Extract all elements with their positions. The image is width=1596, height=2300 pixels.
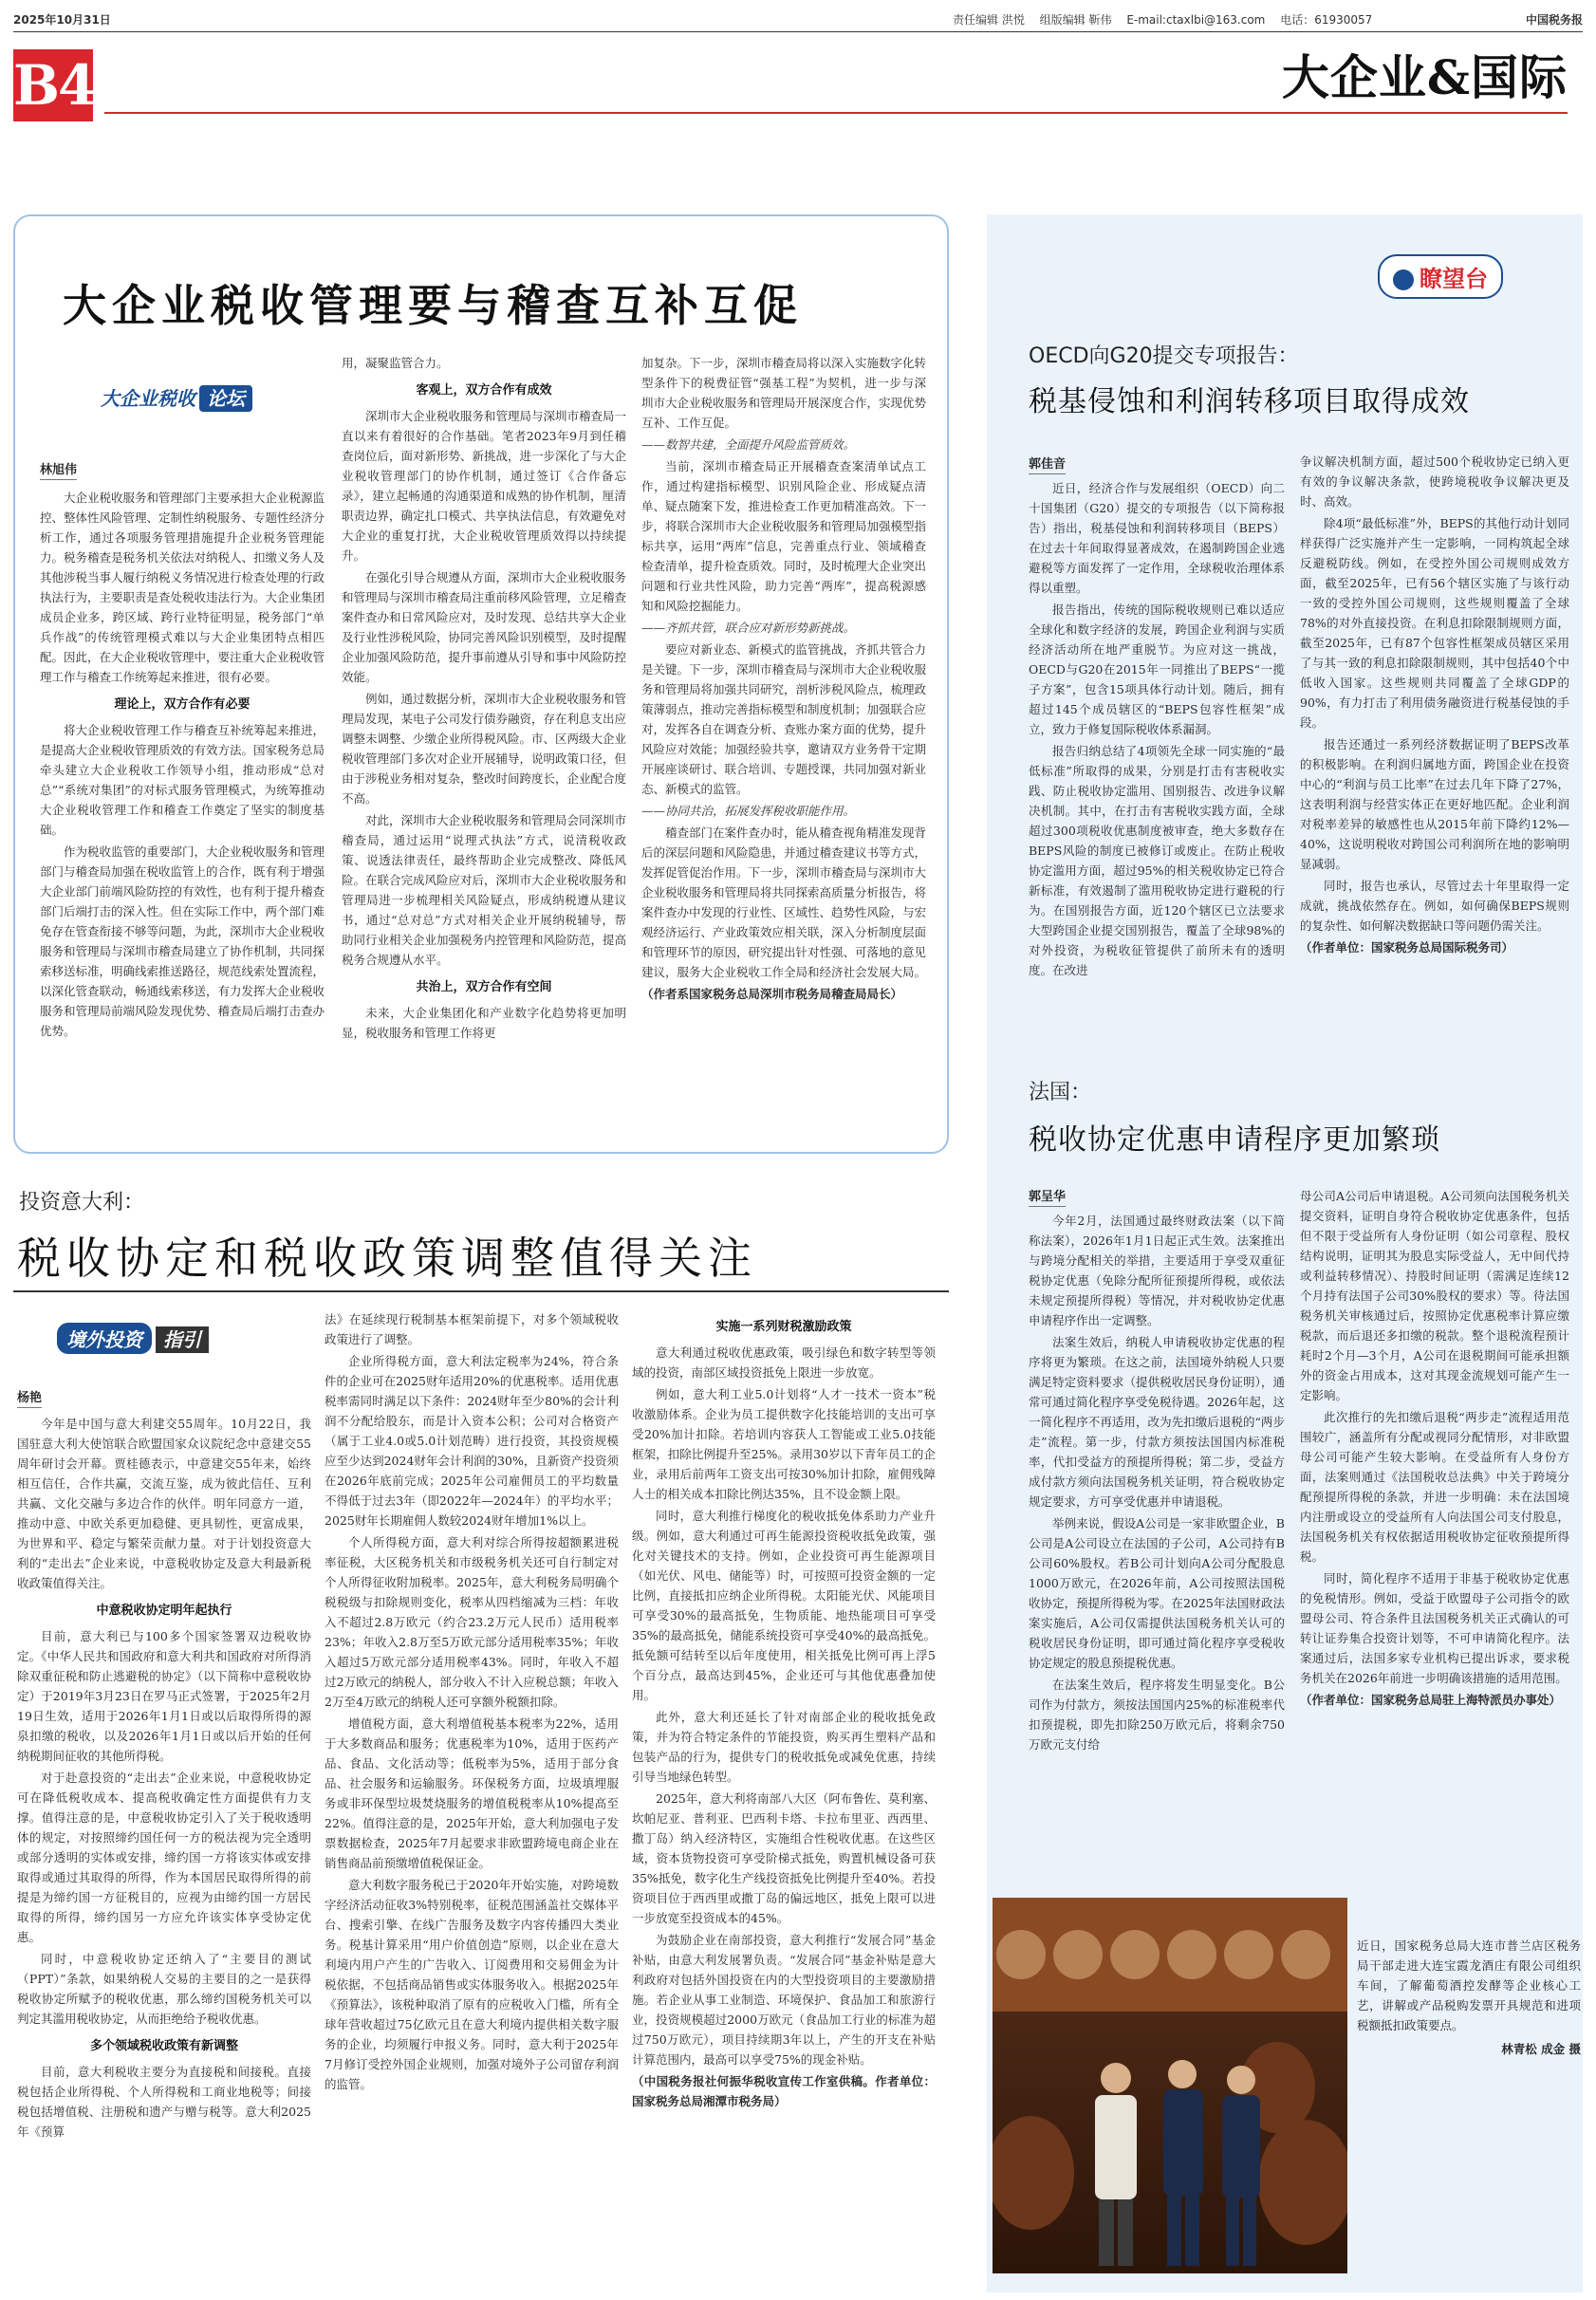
paragraph: 将大企业税收管理工作与稽查互补统筹起来推进，是提高大企业税收管理质效的有效方法。国家税务总局牵头建立大企业税收工作领导小组，推动形成“总对总”“系统对集团”的对标式服务管理模式，为统筹推动大企业税收管理工作和稽查工作奠定了坚实的制度基础。	[40, 723, 325, 837]
author-affiliation: （作者单位：国家税务总局驻上海特派员办事处）	[1300, 1693, 1562, 1707]
paragraph: 作为税收监管的重要部门，大企业税收服务和管理部门与稽查局加强在税收监管上的合作，既有利于增强大企业部门前端风险防控的有效性，也有利于提升稽查部门后端打击的深入性。但在实际工作中，两个部门难免存在管查衔接不够等问题，为此，深圳市大企业税收服务和管理局与深圳市稽查局建立了协作机制，共同探索移送标准，明确线索推送路径，规范线索处置流程，以深化管查联动，畅通线索移送，有力发挥大企业税收服务和管理局前端风险发现优势、稽查局后端打击查办优势。	[40, 844, 325, 1038]
paragraph: 目前，意大利已与100多个国家签署双边税收协定。《中华人民共和国政府和意大利共和国政府对所得消除双重征税和防止逃避税的协定》（以下简称中意税收协定）于2019年3月23日在罗马正式签署，于2025年2月19日生效，适用于2026年1月1日或以后取得所得的源泉扣缴的税收，以及2026年1月1日或以后开始的任何纳税期间征收的其他所得税。	[17, 1629, 311, 1763]
france-title: 税收协定优惠申请程序更加繁琐	[1029, 1123, 1440, 1157]
author-affiliation: （作者单位：国家税务总局国际税务司）	[1300, 940, 1514, 955]
author-affiliation: （中国税务报社何振华税收宣传工作室供稿。作者单位：国家税务总局湘潭市税务局）	[632, 2074, 936, 2108]
paragraph: 此次推行的先扣缴后退税“两步走”流程适用范围较广，涵盖所有分配或视同分配情形，对非欧盟母公司可能产生较大影响。在受益所有人身份方面，法案则通过《法国税收总法典》中关于跨境分配预提所得税的条款，并进一步明确：未在法国境内注册或设立的受益所有人向法国公司支付股息，法国税务机关有权依据适用税收协定征收预提所得税。	[1300, 1410, 1569, 1564]
paragraph: 用，凝聚监管合力。	[342, 356, 449, 370]
paragraph: 意大利通过税收优惠政策，吸引绿色和数字转型等领域的投资，南部区域投资抵免上限进一步放宽。	[632, 1345, 936, 1380]
article-title: 大企业税收管理要与稽查互补互促	[63, 280, 803, 331]
column-badge-text: 大企业税收	[101, 387, 195, 410]
title-divider	[13, 1290, 949, 1292]
paragraph: 增值税方面，意大利增值税基本税率为22%，适用于大多数商品和服务；优惠税率为10%，适用于医药产品、食品、文化活动等；低税率为5%，适用于部分食品、社会服务和运输服务。环保税务方面，垃圾填埋服务或非环保型垃圾焚烧服务的增值税税率从10%提高至22%。值得注意的是，2025年开始，意大利加强电子发票数据检查，2025年7月起要求非欧盟跨境电商企业在销售商品前预缴增值税保证金。	[325, 1716, 619, 1870]
column-logo	[1378, 254, 1503, 299]
paragraph: 当前，深圳市稽查局正开展稽查查案清单试点工作，通过构建指标模型、识别风险企业、形成疑点清单、疑点随案下发，推进检查工作更加精准高效。下一步，将联合深圳市大企业税收服务和管理局加强模型指标共享，运用“两库”信息，完善重点行业、领域稽查检查清单，提升检查质效。同时，及时梳理大企业突出问题和行业共性风险，助力完善“两库”，提高税源感知和风险挖掘能力。	[641, 459, 926, 613]
oecd-column-2	[1300, 452, 1569, 1021]
italy-column-1	[17, 1414, 311, 2287]
italy-kicker: 投资意大利：	[19, 1191, 145, 1215]
oecd-author: 郭佳音	[1029, 454, 1066, 474]
subheading: 客观上，双方合作有成效	[416, 383, 552, 398]
photo-credit: 林青松 成金 摄	[1501, 2042, 1581, 2056]
news-photo-winery	[993, 1898, 1347, 2273]
paragraph: 要应对新业态、新模式的监管挑战，齐抓共管合力是关键。下一步，深圳市稽查局与深圳市大企业税收服务和管理局将加强共同研究，剖析涉税风险点，梳理政策薄弱点，推动完善指标模型和制度机制；加强联合应对，发挥各自在调查分析、查账办案方面的优势，提升风险应对效能；加强经验共享，邀请双方业务骨干定期开展座谈研讨、联合培训、专题授课，共同加强对新业态、新模式的监管。	[641, 642, 926, 796]
paragraph: 对于赴意投资的“走出去”企业来说，中意税收协定可在降低税收成本、提高税收确定性方面提供有力支撑。值得注意的是，中意税收协定引入了关于税收透明体的规定，对按照缔约国任何一方的税法视为完全透明或部分透明的实体或安排，缔约国一方将该实体或安排取得或通过其取得的所得，作为本国居民取得所得的前提是为缔约国一方征税目的，应视为由缔约国一方居民取得的所得，缔约国另一方应允许该实体享受协定优惠。	[17, 1771, 311, 1944]
paragraph: 意大利数字服务税已于2020年开始实施，对跨境数字经济活动征收3%特别税率，征税范围涵盖社交媒体平台、搜索引擎、在线广告服务及数字内容传播四大类业务。税基计算采用“用户价值创造”原则，以企业在意大利境内用户产生的广告收入、订阅费用和交易佣金为计税依据，不包括商品销售或实体服务收入。根据2025年《预算法》，该税种取消了原有的应税收入门槛，所有全球年营收超过75亿欧元且在意大利境内提供相关数字服务的企业，均须履行申报义务。同时，意大利于2025年7月修订受控外国企业规则，加强对境外子公司留存利润的监管。	[325, 1878, 619, 2091]
paragraph: 报告指出，传统的国际税收规则已难以适应全球化和数字经济的发展，跨国企业利润与实质经济活动所在地严重脱节。为应对这一挑战，OECD与G20在2015年一同推出了BEPS“一揽子方案”，包含15项具体行动计划。随后，拥有超过145个成员辖区的“BEPS包容性框架”成立，致力于修复国际税收体系漏洞。	[1029, 603, 1285, 736]
page-header-bar	[13, 8, 1583, 32]
france-column-2	[1300, 1186, 1569, 1865]
globe-icon	[1393, 269, 1414, 290]
subtitle-line: ——齐抓共管，联合应对新形势新挑战。	[641, 621, 856, 635]
column-logo-text: 瞭望台	[1420, 266, 1488, 292]
article-column-1	[40, 488, 325, 1142]
column-badge-highlight: 论坛	[199, 385, 252, 412]
article-box-tax-management	[13, 214, 949, 1154]
paragraph: 同时，中意税收协定还纳入了“主要目的测试（PPT）”条款，如果纳税人交易的主要目的之一是获得税收协定所赋予的税收优惠，那么缔约国税务机关可以判定其滥用税收协定，从而拒绝给予税收优惠。	[17, 1952, 311, 2026]
paragraph: 对此，深圳市大企业税收服务和管理局会同深圳市稽查局，通过运用“说理式执法”方式，说清税收政策、说透法律责任，最终帮助企业完成整改、降低风险。在联合完成风险应对后，深圳市大企业税收服务和管理局进一步梳理相关风险疑点，形成纳税遵从建议书，通过“总对总”方式对相关企业开展纳税辅导，帮助同行业相关企业加强税务内控管理和风险防范，提高税务合规遵从水平。	[342, 813, 626, 967]
subheading: 理论上，双方合作有必要	[114, 697, 251, 712]
author-affiliation: （作者系国家税务总局深圳市税务局稽查局局长）	[641, 987, 903, 1001]
article-author: 林旭伟	[40, 459, 77, 480]
photo-caption-text: 近日，国家税务总局大连市普兰店区税务局干部走进大连宝霞龙酒庄有限公司组织车间，了解葡萄酒控发酵等企业核心工艺，讲解或产品税购发票开具规范和进项税额抵扣政策要点。	[1357, 1938, 1581, 2032]
paragraph: 报告归纳总结了4项领先全球一同实施的“最低标准”所取得的成果，分别是打击有害税收实践、防止税收协定滥用、国别报告、改进争议解决机制。其中，在打击有害税收实践方面，全球超过300项税收优惠制度被审查，绝大多数存在BEPS风险的制度已被修订或废止。在防止税收协定滥用方面，超过95%的相关税收协定已符合新标准，有效遏制了滥用税收协定进行避税的行为。在国别报告方面，近120个辖区已立法要求大型跨国企业提交国别报告，覆盖了全球98%的对外投资，为税收征管提供了前所未有的透明度。在改进	[1029, 744, 1285, 977]
paragraph: 加复杂。下一步，深圳市稽查局将以深入实施数字化转型条件下的税费征管“强基工程”为契机，进一步与深圳市大企业税收服务和管理局开展深度合作，实现优势互补、工作互促。	[641, 356, 926, 430]
column-badge-text: 境外投资	[57, 1323, 152, 1354]
contact-email: E-mail:ctaxlbi@163.com	[1126, 13, 1266, 27]
italy-column-2	[325, 1309, 619, 2287]
subheading: 实施一系列财税激励政策	[715, 1320, 852, 1334]
paragraph: 法案生效后，纳税人申请税收协定优惠的程序将更为繁琐。在这之前，法国境外纳税人只要满足特定资料要求（提供税收居民身份证明），通常可通过简化程序享受免税待遇。2026年起，这一简化程序不再适用，改为先扣缴后退税的“两步走”流程。第一步，付款方须按法国国内标准税率，代扣受益方的预提所得税；第二步，受益方成付款方须向法国税务机关证明，符合税收协定规定要求，方可享受优惠并申请退税。	[1029, 1335, 1285, 1509]
column-badge	[101, 383, 252, 411]
paragraph: 报告还通过一系列经济数据证明了BEPS改革的积极影响。在利润归属地方面，跨国企业在投资中心的“利润与员工比率”在过去几年下降了27%，这表明利润与经营实体正在更好地匹配。企业利润对税率差异的敏感性也从2015年前下降约12%—40%，这说明税收对跨国公司利润所在地的影响明显减弱。	[1300, 737, 1569, 871]
subheading: 多个领域税收政策有新调整	[89, 2039, 238, 2053]
article-column-2	[342, 353, 626, 1142]
issue-date: 2025年10月31日	[13, 13, 111, 27]
newspaper-name: 中国税务报	[1525, 13, 1583, 27]
editor-info	[953, 11, 1383, 28]
paragraph: 母公司A公司后申请退税。A公司须向法国税务机关提交资料，证明自身符合税收协定优惠条件，包括但不限于受益所有人身份证明（如公司章程、股权结构说明，证明其为股息实际受益人，无中间代持或利益转移情况）、持股时间证明（需满足连续12个月持有法国子公司30%股权的要求）等。待法国税务机关审核通过后，按照协定优惠税率计算应缴税款，而后退还多扣缴的税款。整个退税流程预计耗时2个月—3个月，A公司在退税期间可能承担额外的资金占用成本，这对其现金流规划可能产生一定影响。	[1300, 1189, 1569, 1402]
paragraph: 例如，通过数据分析，深圳市大企业税收服务和管理局发现，某电子公司发行债券融资，存在利息支出应调整未调整、少缴企业所得税风险。市、区两级大企业税收管理部门多次对企业开展辅导，说明政策口径，但由于涉税业务相对复杂，整改时间跨度长，企业配合度不高。	[342, 692, 626, 806]
italy-column-3	[632, 1309, 936, 2287]
paragraph: 稽查部门在案件查办时，能从稽查视角精准发现背后的深层问题和风险隐患，并通过稽查建议书等方式，发挥促管促治作用。下一步，深圳市稽查局与深圳市大企业税收服务和管理局将共同探索高质量分析报告，将案件查办中发现的行业性、区域性、趋势性风险，与宏观经济运行、产业政策效应相关联，深入分析制度层面和管理环节的原因，研究提出针对性强、可落地的意见建议，服务大企业税收工作全局和经济社会发展大局。	[641, 825, 926, 979]
subtitle-line: ——数智共建，全面提升风险监管质效。	[641, 437, 856, 452]
italy-author: 杨艳	[17, 1387, 42, 1408]
paragraph: 争议解决机制方面，超过500个税收协定已纳入更有效的争议解决条款，使跨境税收争议解决更及时、高效。	[1300, 454, 1569, 509]
subtitle-line: ——协同共治，拓展发挥税收职能作用。	[641, 804, 856, 818]
paragraph: 大企业税收服务和管理部门主要承担大企业税源监控、整体性风险管理、定制性纳税服务、专题性经济分析工作，通过各项服务管理措施提升企业税务管理能力。税务稽查是税务机关依法对纳税人、扣缴义务人及其他涉税当事人履行纳税义务情况进行检查处理的行政执法行为，主要职责是查处税收违法行为。大企业集团成员企业多，跨区域、跨行业特征明显，税务部门“单兵作战”的传统管理模式难以与大企业集团特点相匹配。因此，在大企业税收管理中，要注重大企业税收管理工作与稽查工作统筹起来推进，很有必要。	[40, 491, 325, 684]
paragraph: 法》在延续现行税制基本框架前提下，对多个领域税收政策进行了调整。	[325, 1312, 619, 1346]
oecd-kicker: OECD向G20提交专项报告：	[1029, 344, 1299, 368]
contact-phone: 电话：61930057	[1280, 13, 1373, 27]
italy-title: 税收协定和税收政策调整值得关注	[17, 1233, 757, 1284]
header-rule	[104, 112, 1568, 114]
paragraph: 企业所得税方面，意大利法定税率为24%，符合条件的企业可在2025财年适用20%的优惠税率。适用优惠税率需同时满足以下条件：2024财年至少80%的会计利润不分配给股东，而是计入资本公积；公司对合格资产（属于工业4.0或5.0计划范畴）进行投资，其投资规模应至少达到2024财年会计利润的30%，且新资产投资须在2026年底前完成；2025年公司雇佣员工的平均数量不得低于过去3年（即2022年—2024年）的平均水平；2025财年长期雇佣人数较2024财年增加1%以上。	[325, 1354, 619, 1528]
winery-photo-illustration	[993, 1898, 1347, 2273]
paragraph: 除4项“最低标准”外，BEPS的其他行动计划同样获得广泛实施并产生一定影响，一同构筑起全球反避税防线。例如，在受控外国公司规则成效方面，截至2025年，已有56个辖区实施了与该行动一致的受控外国公司规则，这些规则覆盖了全球78%的对外直接投资。在利息扣除限制规则方面，截至2025年，已有87个包容性框架成员辖区采用了与其一致的利息扣除限制规则，其中包括40个中低收入国家。这些规则共同覆盖了全球GDP的90%，有力打击了利用债务融资进行税基侵蚀的手段。	[1300, 516, 1569, 730]
responsible-editor: 责任编辑 洪悦	[953, 13, 1025, 27]
subheading: 共治上，双方合作有空间	[416, 980, 552, 994]
paragraph: 今年是中国与意大利建交55周年。10月22日，我国驻意大利大使馆联合欧盟国家众议院纪念中意建交55周年研讨会开幕。贾桂德表示，中意建交55年来，始终相互信任，合作共赢，交流互鉴，成为彼此信任、互利共赢、文化交融与多边合作的伙伴。明年同意方一道，推动中意、中欧关系更加稳健、更具韧性，更富成果，为世界和平、稳定与繁荣贡献力量。对于计划投资意大利的“走出去”企业来说，中意税收协定及意大利最新税收政策值得关注。	[17, 1417, 311, 1590]
photo-caption	[1357, 1936, 1581, 2059]
paragraph: 举例来说，假设A公司是一家非欧盟企业，B公司是A公司设立在法国的子公司，A公司持有B公司60%股权。若B公司计划向A公司分配股息1000万欧元，在2026年前，A公司按照法国税收协定，预提所得税为零。在2025年法国财政法案实施后，A公司仅需提供法国税务机关认可的税收居民身份证明，即可通过简化程序享受税收协定规定的股息预提税优惠。	[1029, 1516, 1285, 1670]
column-badge-highlight: 指引	[156, 1326, 209, 1353]
france-column-1	[1029, 1211, 1285, 1865]
oecd-title: 税基侵蚀和利润转移项目取得成效	[1029, 385, 1470, 418]
paragraph: 2025年，意大利将南部八大区（阿布鲁佐、莫利塞、坎帕尼亚、普利亚、巴西利卡塔、卡拉布里亚、西西里、撒丁岛）纳入经济特区，实施组合性税收优惠。在这些区域，资本货物投资可享受阶梯式抵免，购置机械设备可获35%抵免，数字化生产线投资抵免比例提升至40%。若投资项目位于西西里或撒丁岛的偏远地区，抵免上限可以进一步放宽至投资成本的45%。	[632, 1791, 936, 1925]
paragraph: 同时，意大利推行梯度化的税收抵免体系助力产业升级。例如，意大利通过可再生能源投资税收抵免政策，强化对关键技术的支持。例如，企业投资可再生能源项目（如光伏、风电、储能等）时，可按照可投资金额的一定比例，直接抵扣应纳企业所得税。太阳能光伏、风能项目可享受30%的最高抵免，生物质能、地热能项目可享受35%的最高抵免，储能系统投资可享受40%的最高抵免。抵免额可结转至以后年度使用，相关抵免比例可再上浮5个百分点，最高达到45%，企业还可与其他优惠叠加使用。	[632, 1509, 936, 1702]
france-author: 郭呈华	[1029, 1186, 1066, 1207]
paragraph: 深圳市大企业税收服务和管理局与深圳市稽查局一直以来有着很好的合作基础。笔者2023年9月到任稽查岗位后，面对新形势、新挑战，进一步深化了与大企业税收管理部门的协作机制，通过签订《合作备忘录》，建立起畅通的沟通渠道和成熟的协作机制，厘清职责边界，确定扎口模式、共享执法信息，有效避免对大企业的重复打扰，大企业税收管理质效得以持续提升。	[342, 409, 626, 563]
paragraph: 在法案生效后，程序将发生明显变化。B公司作为付款方，须按法国国内25%的标准税率代扣预提税，即先扣除250万欧元后，将剩余750万欧元支付给	[1029, 1678, 1285, 1752]
paragraph: 在强化引导合规遵从方面，深圳市大企业税收服务和管理局与深圳市稽查局注重前移风险管理，立足稽查案件查办和日常风险应对，及时发现、总结共享大企业及行业性涉税风险，协同完善风险识别模型，及时提醒企业加强风险防范，提升事前遵从引导和事中风险防控效能。	[342, 570, 626, 684]
page-number: B4	[13, 49, 93, 121]
column-badge	[57, 1323, 209, 1354]
paragraph: 同时，简化程序不适用于非基于税收协定优惠的免税情形。例如，受益于欧盟母子公司指令的欧盟母公司、符合条件且法国税务机关正式确认的可转让证券集合投资计划等，不可申请简化程序。法案通过后，法国多家专业机构已提出诉求，要求税务机关在2026年前进一步明确该措施的适用范围。	[1300, 1571, 1569, 1685]
paragraph: 个人所得税方面，意大利对综合所得按超额累进税率征税，大区税务机关和市级税务机关还可自行制定对个人所得征收附加税率。2025年，意大利税务局明确个税税级与扣除规则变化，税率从四档缩减为三档：年收入不超过2.8万欧元（约合23.2万元人民币）适用税率23%；年收入2.8万至5万欧元部分适用税率35%；年收入超过5万欧元部分适用税率43%。同时，年收入不超过2万欧元的纳税人，部分收入不计入应税总额；年收入2万至4万欧元的纳税人还可享额外税额扣除。	[325, 1535, 619, 1709]
subheading: 中意税收协定明年起执行	[96, 1604, 232, 1618]
article-column-3	[641, 353, 926, 1142]
paragraph: 同时，报告也承认，尽管过去十年里取得一定成就，挑战依然存在。例如，如何确保BEPS规则的复杂性、如何解决数据缺口等问题仍需关注。	[1300, 879, 1569, 933]
layout-editor: 组版编辑 靳伟	[1039, 13, 1112, 27]
paragraph: 近日，经济合作与发展组织（OECD）向二十国集团（G20）提交的专项报告（以下简称报告）指出，税基侵蚀和利润转移项目（BEPS）在过去十年间取得显著成效，在遏制跨国企业逃避税等方面发挥了一定作用，全球税收治理体系得以重塑。	[1029, 481, 1285, 595]
paragraph: 目前，意大利税收主要分为直接税和间接税。直接税包括企业所得税、个人所得税和工商业地税等；间接税包括增值税、注册税和遗产与赠与税等。意大利2025年《预算	[17, 2065, 311, 2139]
france-kicker: 法国：	[1029, 1081, 1092, 1104]
oecd-column-1	[1029, 478, 1285, 1010]
section-title: 大企业&国际	[1281, 49, 1568, 105]
paragraph: 未来，大企业集团化和产业数字化趋势将更加明显，税收服务和管理工作将更	[342, 1006, 626, 1040]
paragraph: 今年2月，法国通过最终财政法案（以下简称法案），2026年1月1日起正式生效。法案推出与跨境分配相关的举措，主要适用于享受双重征税协定优惠（免除分配所征预提所得税，或依法未规定预提所得税）等情况，并对税收协定优惠申请程序作出一定调整。	[1029, 1214, 1285, 1327]
paragraph: 例如，意大利工业5.0计划将“人才一技术一资本”税收激励体系。企业为员工提供数字化技能培训的支出可享受20%加计扣除。若培训内容获人工智能或工业5.0技能框架，扣除比例提升至25%。录用30岁以下青年员工的企业，录用后前两年工资支出可按30%加计扣除，雇佣残障人士的相关成本扣除比例达35%，且不设金额上限。	[632, 1387, 936, 1501]
paragraph: 为鼓励企业在南部投资，意大利推行“发展合同”基金补贴，由意大利发展署负责。“发展合同”基金补贴是意大利政府对包括外国投资在内的大型投资项目的主要激励措施。若企业从事工业制造、环境保护、食品加工和旅游行业，投资规模超过2000万欧元（食品加工行业的标准为超过750万欧元），项目持续期3年以上，产生的开支在补贴计算范围内，最高可以享受75%的现金补贴。	[632, 1933, 936, 2067]
paragraph: 此外，意大利还延长了针对南部企业的税收抵免政策，并为符合特定条件的节能投资，购买再生塑料产品和包装产品的行为，提供专门的税收抵免或减免优惠，持续引导当地绿色转型。	[632, 1710, 936, 1784]
